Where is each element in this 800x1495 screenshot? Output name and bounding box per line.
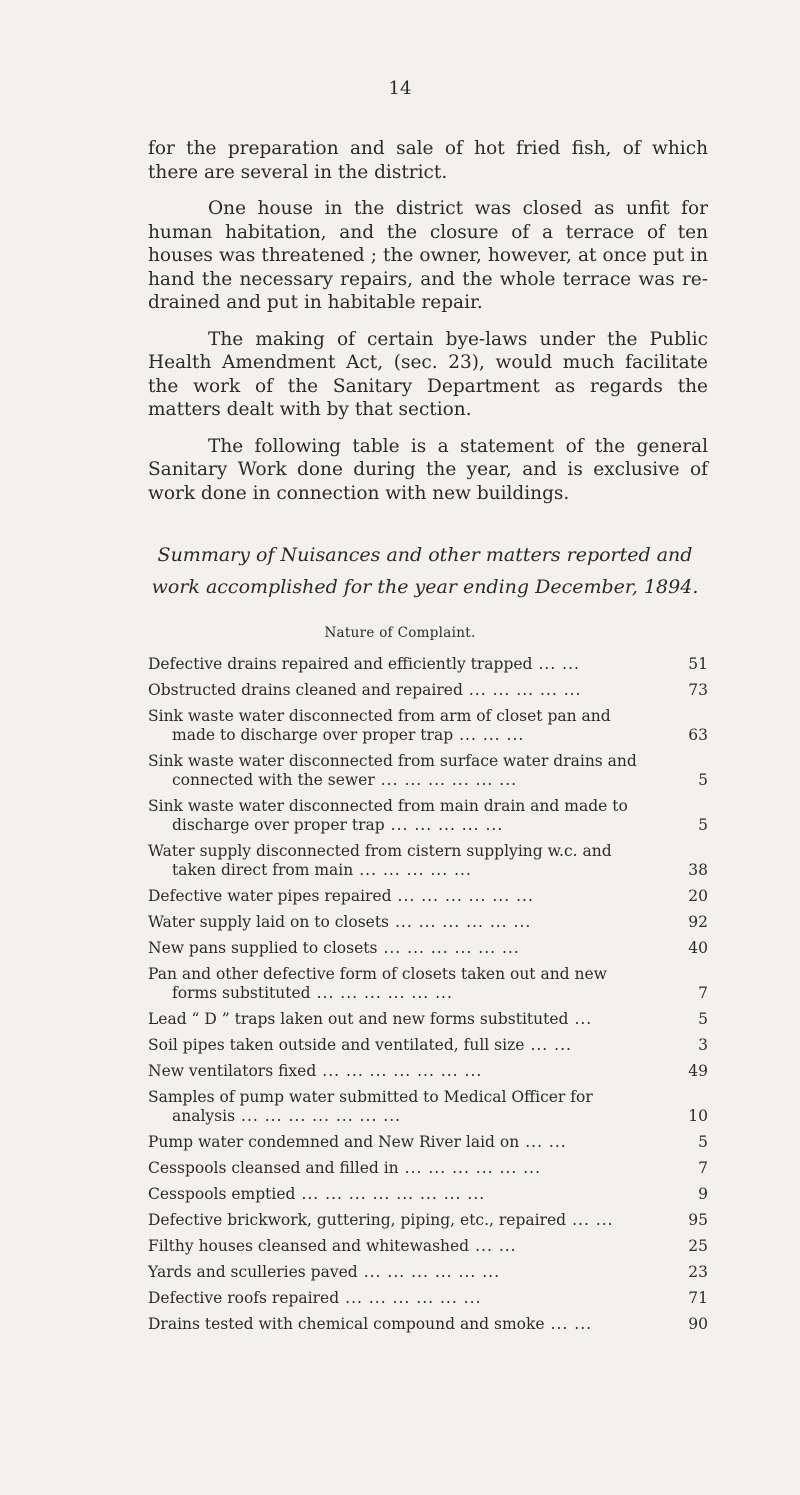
row-label: Lead “ D ” traps laken out and new forms substituted: [148, 1010, 569, 1028]
row-label: Defective roofs repaired: [148, 1289, 340, 1307]
row-label: Sink waste water disconnected from main drain and made to discharge over proper trap: [148, 797, 628, 834]
paragraph: One house in the district was closed as unfit for human habitation, and the closure of a terrace of ten houses was threatened ; the owner, however, at once put in hand the necessary repairs, and the whole terrace was re-drained and put in habitable repair.: [148, 198, 708, 313]
table-row: Sink waste water disconnected from surface water drains and connected with the sewer ... ... ... ... ... ... 5: [148, 752, 708, 789]
row-count: 90: [688, 1315, 708, 1333]
row-count: 23: [688, 1263, 708, 1281]
row-label: Pan and other defective form of closets taken out and new forms substituted: [148, 965, 607, 1002]
table-row: Sink waste water disconnected from arm of closet pan and made to discharge over proper trap ... ... ... 63: [148, 707, 708, 744]
row-count: 10: [688, 1107, 708, 1125]
table-row: Lead “ D ” traps laken out and new forms substituted ... 5: [148, 1010, 708, 1028]
table-row: Defective water pipes repaired ... ... ... ... ... ... 20: [148, 887, 708, 905]
row-count: 7: [698, 984, 708, 1002]
row-label: New ventilators fixed: [148, 1062, 317, 1080]
row-label: Sink waste water disconnected from arm of closet pan and made to discharge over proper trap: [148, 707, 611, 744]
row-count: 49: [688, 1062, 708, 1080]
table-row: Sink waste water disconnected from main drain and made to discharge over proper trap ... ... ... ... ... 5: [148, 797, 708, 834]
row-count: 7: [698, 1159, 708, 1177]
row-label: Obstructed drains cleaned and repaired: [148, 681, 463, 699]
row-count: 92: [688, 913, 708, 931]
row-label: Filthy houses cleansed and whitewashed: [148, 1237, 470, 1255]
row-count: 5: [698, 816, 708, 834]
row-label: Sink waste water disconnected from surface water drains and connected with the sewer: [148, 752, 637, 789]
body-text: [148, 137, 708, 518]
table-row: Water supply laid on to closets ... ... ... ... ... ... 92: [148, 913, 708, 931]
row-count: 38: [688, 861, 708, 879]
table-row: Samples of pump water submitted to Medical Officer for analysis ... ... ... ... ... ... ... 10: [148, 1088, 708, 1125]
table-row: Drains tested with chemical compound and smoke ... ... 90: [148, 1315, 708, 1333]
table-row: Defective drains repaired and efficiently trapped ... ... 51: [148, 655, 708, 673]
table-row: Obstructed drains cleaned and repaired ... ... ... ... ... 73: [148, 681, 708, 699]
row-count: 20: [688, 887, 708, 905]
paragraph: The following table is a statement of the general Sanitary Work done during the year, and is exclusive of work done in connection with new buildings.: [148, 435, 708, 504]
row-label: Defective drains repaired and efficiently trapped: [148, 655, 533, 673]
row-label: Soil pipes taken outside and ventilated, full size: [148, 1036, 525, 1054]
row-count: 63: [688, 726, 708, 744]
table-row: Filthy houses cleansed and whitewashed ... ... 25: [148, 1237, 708, 1255]
summary-title: Summary of Nuisances and other matters reported and work accomplished for the year ending December, 1894.: [151, 544, 699, 598]
row-count: 73: [688, 681, 708, 699]
table-row: Pump water condemned and New River laid on ... ... 5: [148, 1133, 708, 1151]
row-count: 5: [698, 1010, 708, 1028]
row-count: 9: [698, 1185, 708, 1203]
paragraph: for the preparation and sale of hot fried fish, of which there are several in the district.: [148, 138, 708, 183]
row-count: 40: [688, 939, 708, 957]
row-count: 95: [688, 1211, 708, 1229]
paragraph: The making of certain bye-laws under the Public Health Amendment Act, (sec. 23), would much facilitate the work of the Sanitary Department as regards the matters dealt with by that section.: [148, 328, 708, 420]
table-row: New ventilators fixed ... ... ... ... ... ... ... 49: [148, 1062, 708, 1080]
row-label: Samples of pump water submitted to Medical Officer for analysis: [148, 1088, 593, 1125]
row-label: Cesspools cleansed and filled in: [148, 1159, 399, 1177]
row-count: 71: [688, 1289, 708, 1307]
summary-table: [148, 655, 708, 1341]
table-row: Soil pipes taken outside and ventilated, full size ... ... 3: [148, 1036, 708, 1054]
table-row: Defective brickwork, guttering, piping, etc., repaired ... ... 95: [148, 1211, 708, 1229]
row-label: Defective brickwork, guttering, piping, etc., repaired: [148, 1211, 567, 1229]
row-label: Water supply laid on to closets: [148, 913, 389, 931]
table-row: Defective roofs repaired ... ... ... ... ... ... 71: [148, 1289, 708, 1307]
table-row: Yards and sculleries paved ... ... ... ... ... ... 23: [148, 1263, 708, 1281]
row-count: 51: [688, 655, 708, 673]
row-count: 5: [698, 1133, 708, 1151]
table-row: Pan and other defective form of closets taken out and new forms substituted ... ... ... ... ... ... 7: [148, 965, 708, 1002]
table-row: Cesspools emptied ... ... ... ... ... ... ... ... 9: [148, 1185, 708, 1203]
row-count: 3: [698, 1036, 708, 1054]
row-label: Water supply disconnected from cistern supplying w.c. and taken direct from main: [148, 842, 612, 879]
row-count: 25: [688, 1237, 708, 1255]
row-label: Cesspools emptied: [148, 1185, 296, 1203]
row-label: Pump water condemned and New River laid on: [148, 1133, 520, 1151]
column-heading: Nature of Complaint.: [324, 625, 476, 641]
table-row: Cesspools cleansed and filled in ... ... ... ... ... ... 7: [148, 1159, 708, 1177]
row-label: New pans supplied to closets: [148, 939, 378, 957]
row-label: Yards and sculleries paved: [148, 1263, 358, 1281]
table-row: Water supply disconnected from cistern supplying w.c. and taken direct from main ... ... ... ... ... 38: [148, 842, 708, 879]
row-label: Defective water pipes repaired: [148, 887, 392, 905]
row-count: 5: [698, 771, 708, 789]
row-label: Drains tested with chemical compound and smoke: [148, 1315, 545, 1333]
table-row: New pans supplied to closets ... ... ... ... ... ... 40: [148, 939, 708, 957]
page-number: 14: [388, 78, 412, 99]
